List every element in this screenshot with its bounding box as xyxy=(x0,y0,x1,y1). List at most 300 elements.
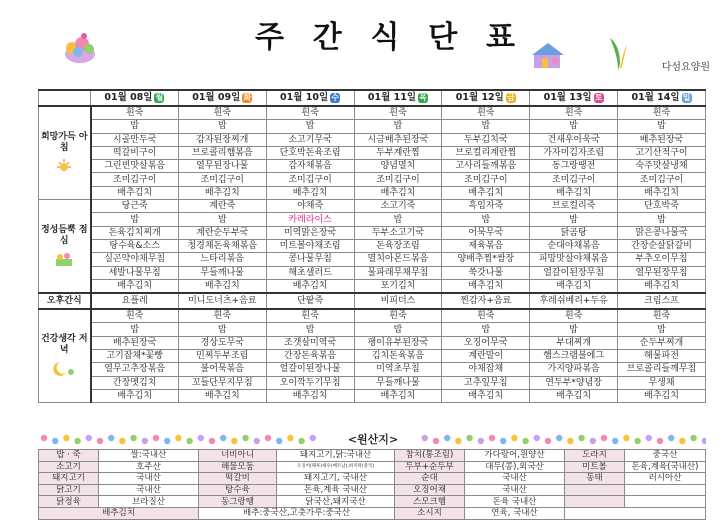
flower-dot xyxy=(444,435,450,441)
menu-cell: 계란죽 xyxy=(178,200,266,213)
weekday-badge: 토 xyxy=(594,92,603,102)
menu-cell: 해초샐러드 xyxy=(266,266,354,279)
flower-dot xyxy=(657,438,663,444)
menu-cell: 밥 xyxy=(91,120,179,133)
menu-cell: 소고기무국 xyxy=(266,133,354,146)
menu-cell: 가자미김자조림 xyxy=(530,146,618,159)
menu-cell: 제육볶음 xyxy=(442,239,530,252)
menu-cell: 흰죽 xyxy=(178,106,266,120)
menu-cell: 카레라이스 xyxy=(266,213,354,226)
menu-row xyxy=(39,200,706,213)
flower-dot xyxy=(690,435,696,441)
menu-cell: 흰죽 xyxy=(354,309,442,323)
meal-label: 희망가득 아침 xyxy=(39,106,91,200)
origin-row xyxy=(39,507,706,519)
flower-dot xyxy=(422,435,428,441)
menu-cell: 배추김치 xyxy=(530,279,618,293)
menu-cell: 그린빈맛살볶음 xyxy=(91,160,179,173)
origin-item: 밥 · 죽 xyxy=(39,450,99,462)
menu-row xyxy=(39,363,706,376)
menu-cell: 배추김치 xyxy=(266,186,354,199)
flower-dot xyxy=(310,435,316,441)
menu-cell: 흰죽 xyxy=(266,106,354,120)
menu-cell: 배추김치 xyxy=(178,279,266,293)
menu-cell: 배추김치 xyxy=(354,186,442,199)
menu-cell: 얼갈이된장나물 xyxy=(266,363,354,376)
origin-source: 국내산 xyxy=(465,473,565,485)
menu-cell: 고기산적구이 xyxy=(618,146,706,159)
menu-cell: 꼬들단무지무침 xyxy=(178,376,266,389)
origin-source: 호주산 xyxy=(99,461,199,473)
flower-dot xyxy=(108,435,114,441)
menu-cell: 두부계란찜 xyxy=(354,146,442,159)
menu-cell: 두부소고기국 xyxy=(354,226,442,239)
flower-dot xyxy=(522,438,528,444)
origin-title: <원산지> xyxy=(328,431,418,448)
menu-cell: 조미김구이 xyxy=(618,173,706,186)
origin-source: 돈육,계육 국내산 xyxy=(277,484,395,496)
menu-cell: 고추잎무침 xyxy=(442,376,530,389)
menu-cell: 민찌두부조림 xyxy=(178,350,266,363)
menu-cell: 가지양파볶음 xyxy=(530,363,618,376)
menu-cell: 밥 xyxy=(91,323,179,336)
menu-cell: 야채잡채 xyxy=(442,363,530,376)
flower-dot xyxy=(578,435,584,441)
flower-dot xyxy=(466,435,472,441)
menu-cell: 배추김치 xyxy=(91,186,179,199)
flower-dot xyxy=(231,438,237,444)
flower-dot xyxy=(86,435,92,441)
title-char: 주 xyxy=(255,20,284,55)
menu-cell: 밥 xyxy=(178,213,266,226)
meal-label: 건강생각 저녁 xyxy=(39,309,91,403)
flower-dot xyxy=(545,438,551,444)
menu-cell: 단호박죽 xyxy=(618,200,706,213)
menu-cell: 탕수육&소스 xyxy=(91,239,179,252)
menu-cell: 양념멸치 xyxy=(354,160,442,173)
menu-row xyxy=(39,146,706,159)
menu-row xyxy=(39,106,706,120)
flower-dot xyxy=(634,438,640,444)
menu-cell: 밥 xyxy=(354,323,442,336)
menu-cell: 배추김치 xyxy=(266,279,354,293)
menu-cell: 밥 xyxy=(618,213,706,226)
menu-cell: 야채죽 xyxy=(266,200,354,213)
menu-cell: 밥 xyxy=(178,120,266,133)
origin-item: 해물모둠 xyxy=(199,461,277,473)
flower-dot xyxy=(612,438,618,444)
menu-cell: 흰죽 xyxy=(618,106,706,120)
origin-item: 소고기 xyxy=(39,461,99,473)
menu-cell: 브로컬리죽 xyxy=(530,200,618,213)
origin-source: 돼지고기,닭:국내산 xyxy=(277,450,395,462)
snack-cell: 후레쉬베리+두유 xyxy=(530,293,618,309)
flower-dot xyxy=(142,438,148,444)
menu-cell: 배추된장국 xyxy=(618,133,706,146)
menu-cell: 건새우아욱국 xyxy=(530,133,618,146)
menu-cell: 밥 xyxy=(618,323,706,336)
menu-cell: 감자된장찌개 xyxy=(178,133,266,146)
weekday-badge: 화 xyxy=(243,92,252,102)
menu-cell: 미역맑은장국 xyxy=(266,226,354,239)
menu-cell: 흰죽 xyxy=(178,309,266,323)
menu-cell: 포기김치 xyxy=(354,279,442,293)
header xyxy=(0,0,725,90)
menu-cell: 밥 xyxy=(442,323,530,336)
flower-dot xyxy=(198,435,204,441)
flower-dot xyxy=(556,435,562,441)
flower-dot xyxy=(702,438,706,444)
menu-cell: 세발나물무침 xyxy=(91,266,179,279)
origin-item: 동태 xyxy=(565,473,625,485)
menu-cell: 간장멧김치 xyxy=(91,376,179,389)
origin-row xyxy=(39,461,706,473)
menu-row xyxy=(39,213,706,226)
origin-source: 국내산 xyxy=(99,473,199,485)
menu-cell: 김치돈육볶음 xyxy=(354,350,442,363)
menu-cell: 맑은콩나물국 xyxy=(618,226,706,239)
menu-cell: 조미김구이 xyxy=(266,173,354,186)
menu-cell: 배추김치 xyxy=(91,279,179,293)
menu-table xyxy=(38,89,706,403)
menu-cell: 브로컬리계란찜 xyxy=(442,146,530,159)
origin-source: 돈육,계육(국내산) xyxy=(625,461,706,473)
menu-cell: 불어묵볶음 xyxy=(178,363,266,376)
origin-item xyxy=(565,484,625,496)
menu-cell: 흰죽 xyxy=(266,309,354,323)
day-header: 01월 11일 목 xyxy=(354,90,442,106)
menu-cell: 무생채 xyxy=(618,376,706,389)
origin-source: 쌀:국내산 xyxy=(99,450,199,462)
menu-cell: 조미김구이 xyxy=(354,173,442,186)
origin-source xyxy=(625,496,706,508)
title-char: 식 xyxy=(370,20,400,55)
origin-item: 동그랑땡 xyxy=(199,496,277,508)
menu-cell: 햄스크램블에그 xyxy=(530,350,618,363)
menu-row xyxy=(39,239,706,252)
menu-row xyxy=(39,336,706,349)
menu-cell: 어묵무국 xyxy=(442,226,530,239)
menu-cell: 밥 xyxy=(266,120,354,133)
menu-cell: 조갯살미역국 xyxy=(266,336,354,349)
menu-cell: 조미김구이 xyxy=(442,173,530,186)
menu-cell: 배추김치 xyxy=(354,389,442,402)
flower-dot xyxy=(298,438,304,444)
flower-dot xyxy=(164,438,170,444)
menu-cell: 콩나물무침 xyxy=(266,253,354,266)
menu-cell: 배추김치 xyxy=(442,389,530,402)
menu-cell: 돈육장조림 xyxy=(354,239,442,252)
menu-row xyxy=(39,133,706,146)
flower-dot xyxy=(590,438,596,444)
menu-cell: 순두부찌개 xyxy=(618,336,706,349)
menu-cell: 부추오이무침 xyxy=(618,253,706,266)
menu-cell: 배추김치 xyxy=(530,186,618,199)
origin-source: 러시아산 xyxy=(625,473,706,485)
menu-row xyxy=(39,173,706,186)
menu-cell: 밥 xyxy=(266,323,354,336)
menu-cell: 무들깨나물 xyxy=(178,266,266,279)
menu-cell: 흰죽 xyxy=(354,106,442,120)
menu-cell: 브로콜리햄볶음 xyxy=(178,146,266,159)
menu-cell: 쑥갓나물 xyxy=(442,266,530,279)
menu-cell: 간장돈육볶음 xyxy=(266,350,354,363)
snack-row xyxy=(39,293,706,309)
house-icon xyxy=(528,40,568,72)
origin-item: 소시지 xyxy=(395,507,465,519)
menu-cell: 흑임자죽 xyxy=(442,200,530,213)
snack-cell: 찐감자+음료 xyxy=(442,293,530,309)
menu-cell: 배추김치 xyxy=(618,186,706,199)
origin-item: 너비아니 xyxy=(199,450,277,462)
menu-row xyxy=(39,266,706,279)
origin-row xyxy=(39,473,706,485)
menu-cell: 고기잡채*꽃빵 xyxy=(91,350,179,363)
menu-cell: 양배추찜*쌈장 xyxy=(442,253,530,266)
menu-row xyxy=(39,279,706,293)
menu-cell: 흰죽 xyxy=(91,106,179,120)
menu-cell: 흰죽 xyxy=(442,309,530,323)
origin-table xyxy=(38,449,706,520)
flower-dot xyxy=(646,435,652,441)
flower-dot xyxy=(433,438,439,444)
flower-dot xyxy=(601,435,607,441)
flower-dot xyxy=(97,438,103,444)
menu-cell: 배추김치 xyxy=(178,186,266,199)
school-name: 다섬요양원 xyxy=(661,62,710,73)
menu-cell: 밥 xyxy=(442,120,530,133)
flower-pot-icon xyxy=(60,30,100,64)
menu-cell: 멸치아몬드볶음 xyxy=(354,253,442,266)
menu-cell: 부대찌개 xyxy=(530,336,618,349)
menu-row xyxy=(39,186,706,199)
origin-source: 브라질산 xyxy=(99,496,199,508)
menu-cell: 시골만두국 xyxy=(91,133,179,146)
menu-cell: 청경채돈육채볶음 xyxy=(178,239,266,252)
menu-cell: 배추김치 xyxy=(442,186,530,199)
menu-cell: 밥 xyxy=(178,323,266,336)
day-header: 01월 14일 일 xyxy=(618,90,706,106)
menu-cell: 피망맛살야채볶음 xyxy=(530,253,618,266)
day-header: 01월 09일 화 xyxy=(178,90,266,106)
snack-cell: 단팥죽 xyxy=(266,293,354,309)
flower-dot xyxy=(220,435,226,441)
day-header: 01월 10일 수 xyxy=(266,90,354,106)
menu-cell: 두부김치국 xyxy=(442,133,530,146)
snack-cell: 요플레 xyxy=(91,293,179,309)
menu-cell: 밥 xyxy=(530,323,618,336)
menu-cell: 밥 xyxy=(354,120,442,133)
origin-item: 참치(통조림) xyxy=(395,450,465,462)
weekday-badge: 금 xyxy=(506,92,515,102)
origin-item: 닭정육 xyxy=(39,496,99,508)
page-title xyxy=(255,14,515,54)
menu-cell: 미역초무침 xyxy=(354,363,442,376)
menu-cell: 흰죽 xyxy=(91,309,179,323)
flower-dot xyxy=(500,438,506,444)
weekday-badge: 일 xyxy=(682,92,691,102)
menu-cell: 조미김구이 xyxy=(91,173,179,186)
flower-dot xyxy=(567,438,573,444)
origin-banner xyxy=(38,431,706,448)
flower-dot xyxy=(63,435,69,441)
origin-source: 대두(콩),외국산 xyxy=(465,461,565,473)
origin-item: 떡갈비 xyxy=(199,473,277,485)
menu-cell: 조미김구이 xyxy=(530,173,618,186)
menu-cell: 열무된장무침 xyxy=(618,266,706,279)
origin-source: 돈육 국내산 xyxy=(465,496,565,508)
origin-source: 배추:중국산,고춧가루:중국산 xyxy=(199,507,395,519)
origin-item: 오징어채 xyxy=(395,484,465,496)
menu-cell: 밥 xyxy=(530,120,618,133)
menu-cell: 흰죽 xyxy=(530,309,618,323)
origin-item: 스모크햄 xyxy=(395,496,465,508)
weekday-badge: 수 xyxy=(331,92,340,102)
origin-item: 도라지 xyxy=(565,450,625,462)
flower-dot xyxy=(186,438,192,444)
menu-cell: 열무된장나물 xyxy=(178,160,266,173)
meal-label: 오후간식 xyxy=(39,293,91,309)
menu-cell: 열무고추장볶음 xyxy=(91,363,179,376)
origin-source: 국내산 xyxy=(99,484,199,496)
origin-item: 닭고기 xyxy=(39,484,99,496)
flower-dot xyxy=(534,435,540,441)
menu-cell: 숙주맛살냉채 xyxy=(618,160,706,173)
menu-cell: 해물파전 xyxy=(618,350,706,363)
flower-dot xyxy=(254,438,260,444)
menu-row xyxy=(39,309,706,323)
origin-item: 순대 xyxy=(395,473,465,485)
origin-source: 가다랑어,원양산 xyxy=(465,450,565,462)
day-header: 01월 13일 토 xyxy=(530,90,618,106)
menu-cell: 조미김구이 xyxy=(178,173,266,186)
weekday-badge: 월 xyxy=(155,92,164,102)
origin-item: 배추김치 xyxy=(39,507,199,519)
menu-cell: 팽이유부된장국 xyxy=(354,336,442,349)
flower-dot xyxy=(455,438,461,444)
flower-dot xyxy=(478,438,484,444)
menu-row xyxy=(39,323,706,336)
menu-cell: 소고기죽 xyxy=(354,200,442,213)
origin-source: 오징어(페루)새우(베트남),바지락(중국) xyxy=(277,461,395,473)
menu-row xyxy=(39,350,706,363)
title-char: 표 xyxy=(486,20,515,55)
menu-cell: 배추김치 xyxy=(530,389,618,402)
origin-row xyxy=(39,496,706,508)
flower-dot xyxy=(52,438,58,444)
menu-cell: 무들깨나물 xyxy=(354,376,442,389)
menu-cell: 밥 xyxy=(530,213,618,226)
menu-cell: 밥 xyxy=(442,213,530,226)
menu-cell: 밥 xyxy=(354,213,442,226)
day-header: 01월 08일 월 xyxy=(91,90,179,106)
flower-basket-icon xyxy=(53,251,75,267)
menu-row xyxy=(39,160,706,173)
menu-cell: 밥 xyxy=(91,213,179,226)
menu-cell: 배추김치 xyxy=(618,389,706,402)
flower-dot xyxy=(209,438,215,444)
menu-cell: 흰죽 xyxy=(618,309,706,323)
flower-dot xyxy=(153,435,159,441)
menu-cell: 배추김치 xyxy=(618,279,706,293)
menu-cell: 오이깍두기무침 xyxy=(266,376,354,389)
flower-dot xyxy=(265,435,271,441)
flower-dot xyxy=(489,435,495,441)
origin-source: 연육, 국내산 xyxy=(465,507,565,519)
menu-cell: 브로콜리들깨무침 xyxy=(618,363,706,376)
menu-cell: 동그랑땡전 xyxy=(530,160,618,173)
menu-row xyxy=(39,253,706,266)
flower-dot xyxy=(679,438,685,444)
menu-cell: 떡갈비구이 xyxy=(91,146,179,159)
origin-source: 국내산 xyxy=(465,484,565,496)
weekday-badge: 목 xyxy=(419,92,427,102)
origin-empty xyxy=(565,507,706,519)
moon-icon xyxy=(51,360,77,378)
title-char: 간 xyxy=(312,20,342,55)
menu-cell: 단호박돈육조림 xyxy=(266,146,354,159)
origin-source xyxy=(625,484,706,496)
menu-cell: 순대야채볶음 xyxy=(530,239,618,252)
origin-row xyxy=(39,484,706,496)
menu-cell: 흰죽 xyxy=(530,106,618,120)
origin-item xyxy=(565,496,625,508)
menu-cell: 흰죽 xyxy=(442,106,530,120)
corner-cell xyxy=(39,90,91,106)
menu-cell: 물파래무채무침 xyxy=(354,266,442,279)
sun-icon xyxy=(54,158,74,174)
menu-cell: 배추김치 xyxy=(442,279,530,293)
menu-cell: 오징어무국 xyxy=(442,336,530,349)
menu-row xyxy=(39,120,706,133)
flower-dot xyxy=(41,435,47,441)
menu-cell: 경상도무국 xyxy=(178,336,266,349)
day-header: 01월 12일 금 xyxy=(442,90,530,106)
menu-cell: 돈육김치찌개 xyxy=(91,226,179,239)
snack-cell: 크림스프 xyxy=(618,293,706,309)
flower-dot xyxy=(130,435,136,441)
origin-item: 탕수육 xyxy=(199,484,277,496)
flower-dot xyxy=(242,435,248,441)
title-char: 단 xyxy=(428,20,458,55)
menu-cell: 얼갈이된장무침 xyxy=(530,266,618,279)
origin-source: 중국산 xyxy=(625,450,706,462)
origin-item: 두부+순두부 xyxy=(395,461,465,473)
flower-dot xyxy=(668,435,674,441)
menu-row xyxy=(39,376,706,389)
menu-row xyxy=(39,389,706,402)
origin-item: 미트볼 xyxy=(565,461,625,473)
snack-cell: 미니도너츠+음료 xyxy=(178,293,266,309)
flower-dot xyxy=(175,435,181,441)
origin-source: 닭국산,돼지국산 xyxy=(277,496,395,508)
menu-cell: 닭곰탕 xyxy=(530,226,618,239)
menu-cell: 배추김치 xyxy=(266,389,354,402)
origin-source: 돼지고기, 국내산 xyxy=(277,473,395,485)
meal-label: 정성듬뿍 점심 xyxy=(39,200,91,294)
flower-dot xyxy=(287,435,293,441)
menu-cell: 계란순두부국 xyxy=(178,226,266,239)
menu-cell: 당근죽 xyxy=(91,200,179,213)
menu-cell: 밥 xyxy=(618,120,706,133)
menu-cell: 계란말이 xyxy=(442,350,530,363)
flower-dot xyxy=(511,435,517,441)
origin-row xyxy=(39,450,706,462)
flower-dot xyxy=(623,435,629,441)
menu-cell: 미트볼야채조림 xyxy=(266,239,354,252)
flower-dot xyxy=(119,438,125,444)
menu-cell: 배추김치 xyxy=(91,389,179,402)
